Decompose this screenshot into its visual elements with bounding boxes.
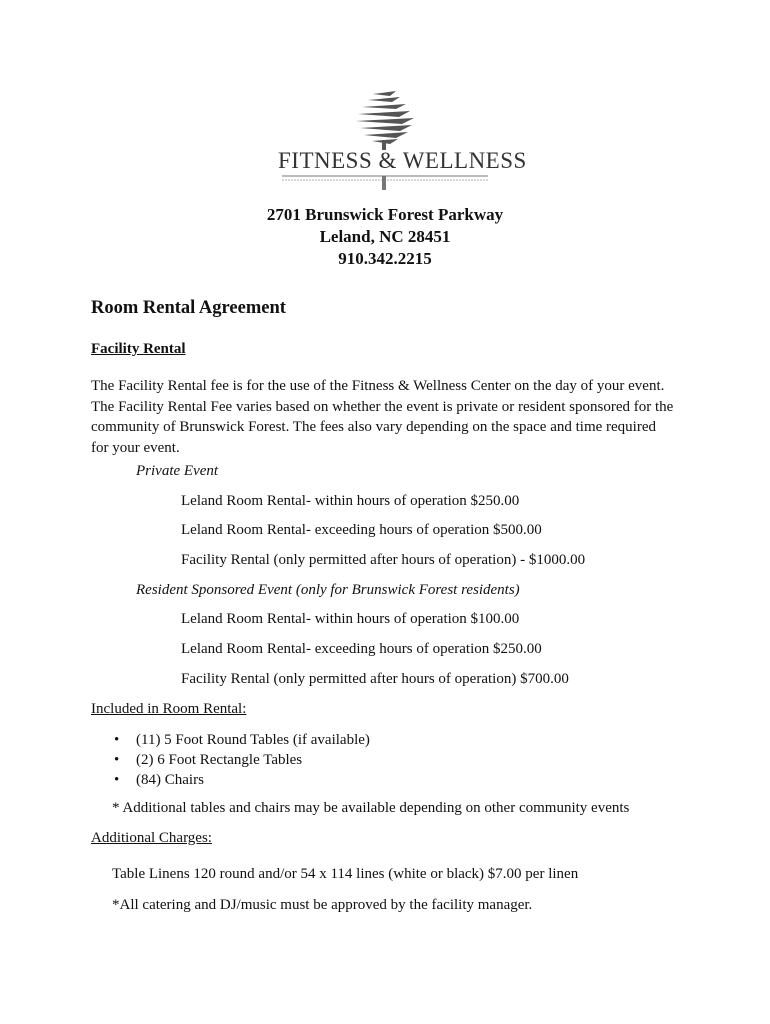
- document-title: Room Rental Agreement: [91, 298, 286, 318]
- address-block: [0, 204, 770, 270]
- street-address: 2701 Brunswick Forest Parkway: [266, 205, 504, 224]
- logo-wordmark: FITNESS & WELLNESS: [278, 148, 527, 173]
- list-item: • (11) 5 Foot Round Tables (if available): [114, 732, 370, 748]
- table-linens-line: Table Linens 120 round and/or 54 x 114 lines (white or black) $7.00 per linen: [112, 866, 579, 882]
- intro-paragraph: [91, 376, 691, 458]
- bullet-icon: •: [114, 732, 120, 748]
- included-items-list: [112, 730, 370, 790]
- bullet-icon: •: [114, 752, 120, 768]
- resident-event-label: Resident Sponsored Event (only for Brunswick Forest residents): [136, 582, 520, 598]
- additional-charges-heading: Additional Charges:: [91, 830, 212, 846]
- fee-line: Facility Rental (only permitted after hours of operation) - $1000.00: [181, 552, 586, 568]
- intro-line: for your event.: [91, 439, 180, 456]
- fitness-wellness-logo: [278, 88, 527, 198]
- intro-line: The Facility Rental fee is for the use of the Fitness & Wellness Center on the day of your event.: [91, 378, 665, 394]
- intro-line: The Facility Rental Fee varies based on whether the event is private or resident sponsored for the: [91, 398, 674, 415]
- tree-logo-icon: [278, 88, 527, 198]
- included-heading: Included in Room Rental:: [91, 701, 247, 717]
- bullet-icon: •: [114, 772, 120, 788]
- fee-line: Leland Room Rental- exceeding hours of operation $250.00: [181, 641, 542, 657]
- fee-line: Facility Rental (only permitted after hours of operation) $700.00: [181, 671, 569, 687]
- facility-rental-heading: Facility Rental: [91, 341, 186, 357]
- list-item: • (84) Chairs: [114, 772, 204, 788]
- phone-number: 910.342.2215: [338, 249, 432, 268]
- list-item: • (2) 6 Foot Rectangle Tables: [114, 752, 303, 768]
- fee-line: Leland Room Rental- exceeding hours of operation $500.00: [181, 522, 542, 538]
- private-event-label: Private Event: [136, 463, 219, 479]
- intro-line: community of Brunswick Forest. The fees also vary depending on the space and time required: [91, 419, 656, 435]
- fee-line: Leland Room Rental- within hours of operation $250.00: [181, 493, 520, 509]
- catering-note: *All catering and DJ/music must be approved by the facility manager.: [112, 897, 533, 913]
- additional-tables-note: * Additional tables and chairs may be available depending on other community events: [112, 800, 630, 816]
- fee-line: Leland Room Rental- within hours of operation $100.00: [181, 611, 520, 627]
- city-state-zip: Leland, NC 28451: [319, 227, 451, 246]
